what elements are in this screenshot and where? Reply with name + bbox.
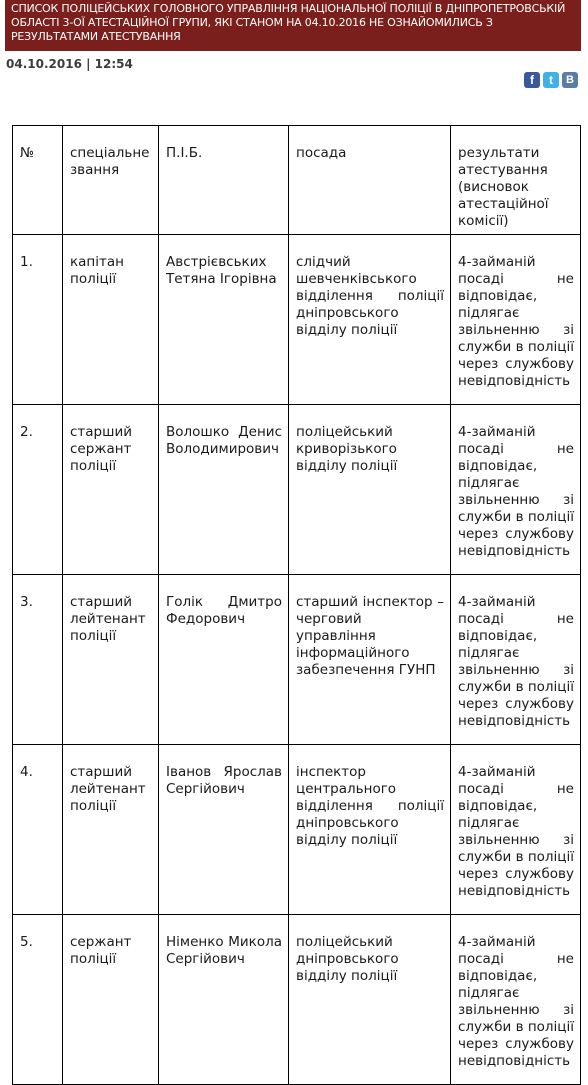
article-date: 04.10.2016 | 12:54	[6, 57, 133, 71]
header-result: результати атестування (висновок атестаційної комісії)	[451, 126, 581, 235]
twitter-icon[interactable]: t	[543, 72, 559, 88]
cell-position: поліцейський криворізького відділу поліції	[289, 405, 451, 575]
header-position: посада	[289, 126, 451, 235]
cell-position: поліцейський дніпровського відділу поліції	[289, 915, 451, 1085]
cell-name: Іванов Ярослав Сергійович	[159, 745, 289, 915]
cell-number: 1.	[13, 235, 63, 405]
cell-result: 4-займаній посаді не відповідає, підлягає звільненню зі служби в поліції через службову невідповідність	[451, 575, 581, 745]
cell-result: 4-займаній посаді не відповідає, підлягає звільненню зі служби в поліції через службову невідповідність	[451, 915, 581, 1085]
table-row	[13, 405, 581, 575]
cell-rank: сержант поліції	[63, 915, 159, 1085]
share-buttons	[524, 72, 578, 88]
header-name: П.І.Б.	[159, 126, 289, 235]
cell-name: Німенко Микола Сергійович	[159, 915, 289, 1085]
cell-number: 5.	[13, 915, 63, 1085]
header-number: №	[13, 126, 63, 235]
title-bar	[5, 0, 581, 51]
cell-rank: старший лейтенант поліції	[63, 575, 159, 745]
cell-number: 3.	[13, 575, 63, 745]
table-row	[13, 915, 581, 1085]
header-rank: спеціальне звання	[63, 126, 159, 235]
cell-rank: старший сержант поліції	[63, 405, 159, 575]
table-row	[13, 235, 581, 405]
cell-rank: капітан поліції	[63, 235, 159, 405]
cell-number: 2.	[13, 405, 63, 575]
facebook-icon[interactable]: f	[524, 72, 540, 88]
cell-rank: старший лейтенант поліції	[63, 745, 159, 915]
cell-result: 4-займаній посаді не відповідає, підлягає звільненню зі служби в поліції через службову невідповідність	[451, 235, 581, 405]
table-row	[13, 745, 581, 915]
table-row	[13, 575, 581, 745]
cell-position: інспектор центрального відділення поліції дніпровського відділу поліції	[289, 745, 451, 915]
cell-name: Волошко Денис Володимирович	[159, 405, 289, 575]
cell-name: Голік Дмитро Федорович	[159, 575, 289, 745]
article-title: СПИСОК ПОЛІЦЕЙСЬКИХ ГОЛОВНОГО УПРАВЛІННЯ НАЦІОНАЛЬНОЇ ПОЛІЦІЇ В ДНІПРОПЕТРОВСЬКІЙ ОБЛАСТІ 3-ОЇ АТЕСТАЦІЙНОЇ ГРУПИ, ЯКІ СТАНОМ НА 04.10.2016 НЕ ОЗНАЙОМИЛИСЬ З РЕЗУЛЬТАТАМИ АТЕСТУВАННЯ	[11, 2, 566, 43]
cell-result: 4-займаній посаді не відповідає, підлягає звільненню зі служби в поліції через службову невідповідність	[451, 405, 581, 575]
cell-position: старший інспектор – черговий управління інформаційного забезпечення ГУНП	[289, 575, 451, 745]
cell-position: слідчий шевченківського відділення поліції дніпровського відділу поліції	[289, 235, 451, 405]
cell-number: 4.	[13, 745, 63, 915]
cell-name: Австрієвських Тетяна Ігорівна	[159, 235, 289, 405]
vkontakte-icon[interactable]: B	[562, 72, 578, 88]
attestation-table	[12, 125, 581, 1085]
table-header-row	[13, 126, 581, 235]
cell-result: 4-займаній посаді не відповідає, підлягає звільненню зі служби в поліції через службову невідповідність	[451, 745, 581, 915]
